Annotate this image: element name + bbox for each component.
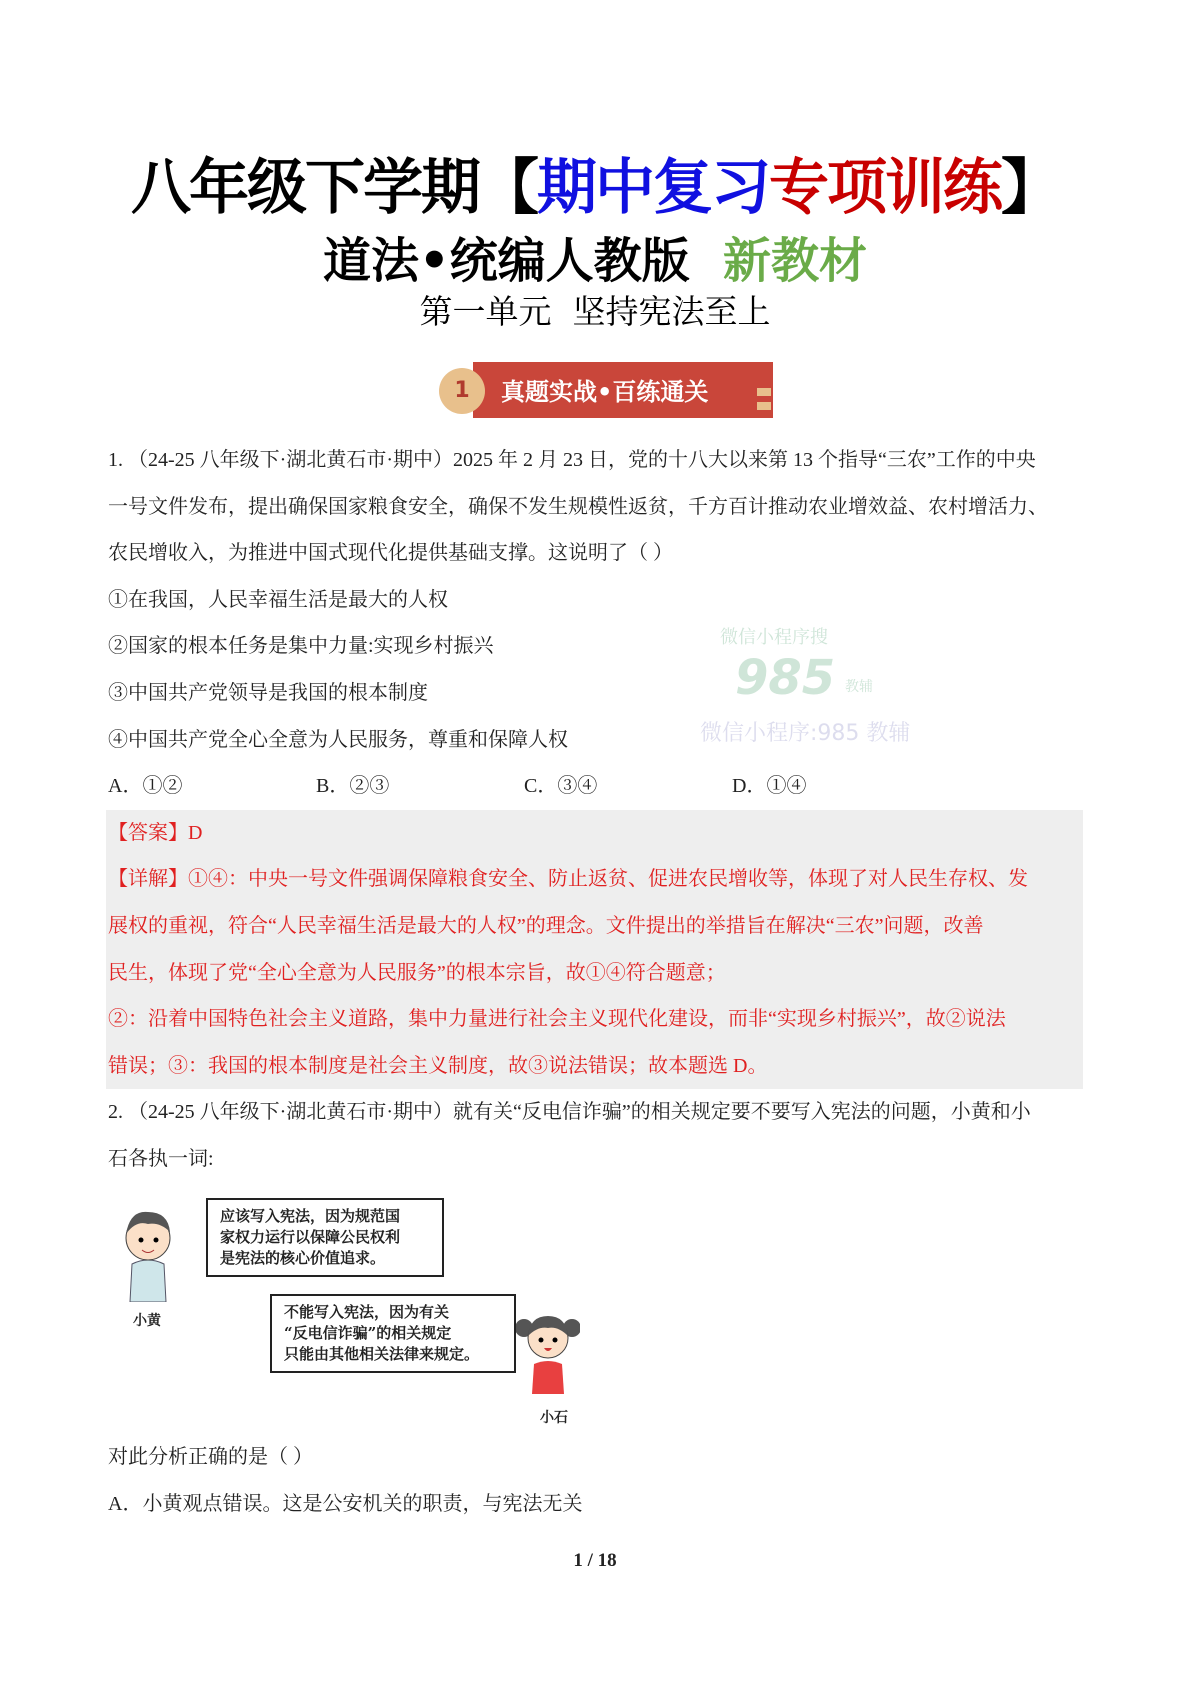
- watermark-logo: 985: [735, 650, 836, 706]
- girl-name: 小石: [540, 1411, 568, 1426]
- q1-line: 农民增收入，为推进中国式现代化提供基础支撑。这说明了（ ）: [108, 542, 673, 565]
- watermark-bottom: 微信小程序:985 教辅: [700, 721, 911, 746]
- page-number: 1 / 18: [573, 1550, 617, 1571]
- answer-box: [106, 810, 1083, 1090]
- title-blue: 期中复习: [537, 153, 769, 223]
- explanation-line: 展权的重视，符合“人民幸福生活是最大的人权”的理念。文件提出的举措旨在解决“三农”问题，改善: [108, 914, 984, 937]
- main-title: [0, 140, 1190, 226]
- options-row: [108, 763, 1083, 810]
- option-d: D．①④: [732, 775, 807, 798]
- q2-line: 石各执一词:: [108, 1147, 214, 1170]
- q2-option-a: A．小黄观点错误。这是公安机关的职责，与宪法无关: [108, 1492, 583, 1515]
- speech-bubble-girl: [270, 1294, 516, 1373]
- explanation-line: 错误；③：我国的根本制度是社会主义制度，故③说法错误；故本题选 D。: [108, 1054, 768, 1077]
- option-b: B．②③: [316, 775, 390, 798]
- title-bracket: 】: [1001, 153, 1059, 223]
- banner-number: 1: [439, 368, 485, 414]
- explanation-line: 【详解】①④：中央一号文件强调保障粮食安全、防止返贫、促进农民增收等，体现了对人民生存权、发: [108, 868, 1028, 891]
- bubble-line: 不能写入宪法，因为有关: [284, 1303, 450, 1321]
- option-a: A．①②: [108, 775, 183, 798]
- watermark-logo-sub: 教辅: [845, 679, 873, 695]
- q2-continuation: [108, 1434, 582, 1527]
- q2-prompt: 对此分析正确的是（ ）: [108, 1446, 313, 1468]
- q1-line: 1. （24-25 八年级下·湖北黄石市·期中）2025 年 2 月 23 日，党的十八大以来第 13 个指导“三农”工作的中央: [108, 449, 1036, 471]
- statement: ①在我国，人民幸福生活是最大的人权: [108, 588, 448, 611]
- explanation-line: ②：沿着中国特色社会主义道路，集中力量进行社会主义现代化建设，而非“实现乡村振兴”，故②说法: [108, 1008, 1006, 1031]
- subtitle-text: 道法•统编人教版: [322, 233, 690, 289]
- answer: 【答案】D: [108, 821, 203, 844]
- statement: ②国家的根本任务是集中力量:实现乡村振兴: [108, 635, 494, 658]
- watermark-top: 微信小程序搜: [720, 627, 828, 648]
- unit-title: 第一单元 坚持宪法至上: [419, 292, 771, 331]
- bubble-line: 家权力运行以保障公民权利: [220, 1228, 401, 1246]
- subtitle-green: 新教材: [723, 233, 868, 289]
- title-part: 八年级下学期【: [131, 153, 537, 223]
- subtitle: [0, 222, 1190, 291]
- speech-bubble-boy: [206, 1198, 444, 1277]
- bubble-line: “反电信诈骗”的相关规定: [284, 1324, 452, 1342]
- girl-illustration: [516, 1302, 580, 1402]
- banner-tab: [757, 388, 771, 396]
- option-c: C．③④: [524, 775, 598, 798]
- question-body: [108, 437, 1083, 1183]
- explanation-line: 民生，体现了党“全心全意为人民服务”的根本宗旨，故①④符合题意；: [108, 961, 726, 984]
- boy-name: 小黄: [133, 1314, 161, 1329]
- statement: ④中国共产党全心全意为人民服务，尊重和保障人权: [108, 728, 568, 751]
- boy-illustration: [116, 1202, 180, 1302]
- cartoon-illustration: [108, 1190, 628, 1425]
- banner-label: 真题实战•百练通关: [501, 378, 709, 406]
- bubble-line: 是宪法的核心价值追求。: [220, 1249, 386, 1267]
- bubble-line: 应该写入宪法，因为规范国: [220, 1207, 401, 1225]
- banner-tab: [757, 402, 771, 410]
- q2-line: 2. （24-25 八年级下·湖北黄石市·期中）就有关“反电信诈骗”的相关规定要不要写入宪法的问题，小黄和小: [108, 1101, 1031, 1124]
- statement: ③中国共产党领导是我国的根本制度: [108, 681, 428, 704]
- bubble-line: 只能由其他相关法律来规定。: [284, 1345, 480, 1363]
- title-red: 专项训练: [769, 153, 1001, 223]
- q1-line: 一号文件发布，提出确保国家粮食安全，确保不发生规模性返贫，千方百计推动农业增效益、农村增活力、: [108, 495, 1048, 518]
- section-banner: [435, 358, 785, 420]
